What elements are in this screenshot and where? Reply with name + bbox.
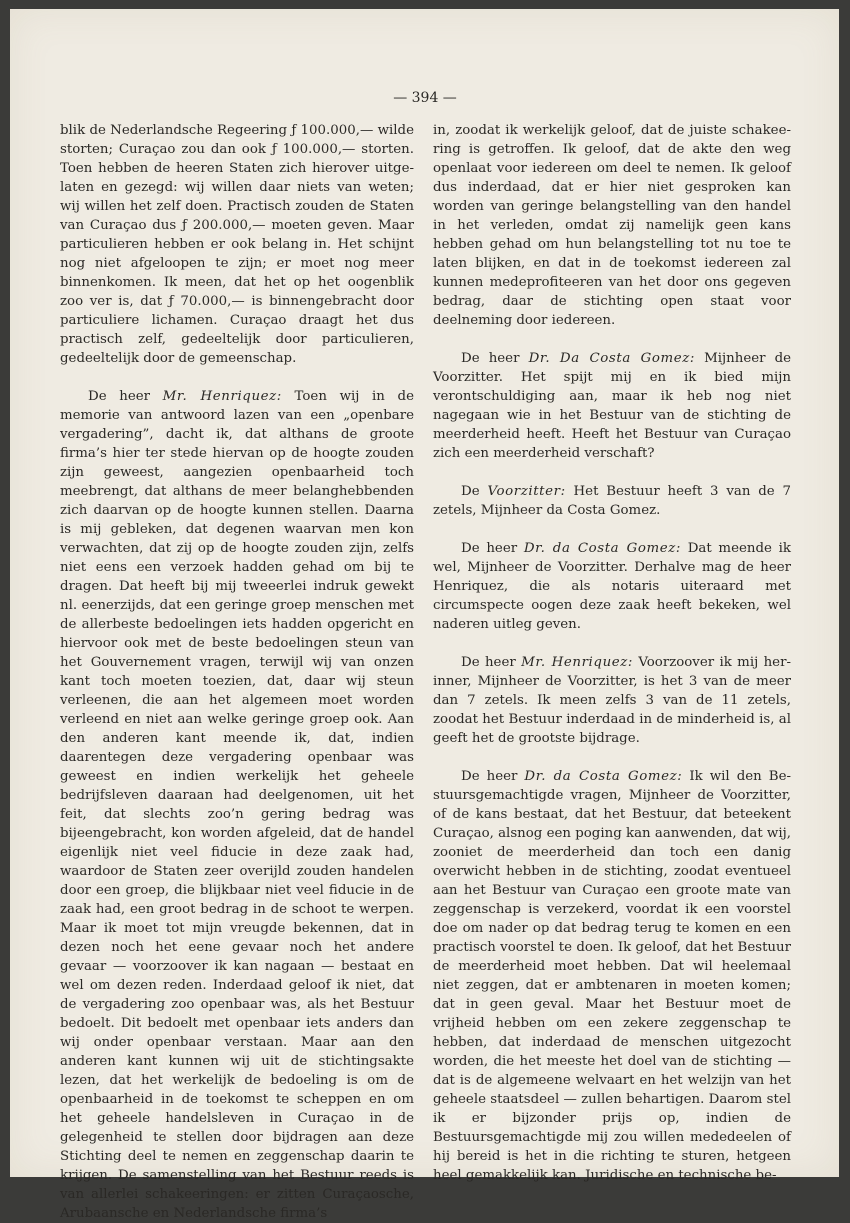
paragraph: blik de Nederlandsche Regeering ƒ 100.000,— wilde storten; Curaçao zou dan ook ƒ 100.000,— storten. Toen hebben de heeren Staten zich hierover uitgelaten en gezegd: wij willen daar niets van weten; wij willen het zelf doen. Practisch zouden de Staten van Curaçao dus ƒ 200.000,— moeten geven. Maar particulieren hebben er ook belang in. Het schijnt nog niet afgeloopen te zijn; er moet nog meer binnenkomen. Ik meen, dat het op het oogenblik zoo ver is, dat ƒ 70.000,— is binnengebracht door particuliere lichamen. Curaçao draagt het dus practisch zelf, gedeeltelijk door particulieren, gedeeltelijk door de gemeenschap.: [60, 123, 414, 366]
paragraph: De heer Mr. Henriquez: Voorzoover ik mij herinner, Mijnheer de Voorzitter, is het 3 van de meer dan 7 zetels. Ik meen zelfs 3 van de 11 zetels, zoodat het Bestuur inderdaad in de minderheid is, al geeft het de grootste bijdrage.: [433, 655, 791, 746]
paragraph: De heer Mr. Henriquez: Toen wij in de memorie van antwoord lazen van een „openbare vergadering”, dacht ik, dat althans de groote firma’s hier ter stede hiervan op de hoogte zouden zijn geweest, aangezien openbaarheid toch meebrengt, dat althans de meer belanghebbenden zich daarvan op de hoogte kunnen stellen. Daarna is mij gebleken, dat degenen waarvan men kon verwachten, dat zij op de hoogte zouden zijn, zelfs niet eens een verzoek hadden gehad om bij te dragen. Dat heeft bij mij tweeerlei indruk gewekt nl. eenerzijds, dat een geringe groep menschen met de allerbeste bedoelingen iets hadden opgericht en hiervoor ook met de beste bedoelingen steun van het Gouvernement vragen, terwijl wij van onzen kant toch moeten toezien, dat, daar wij steun verleenen, die aan het algemeen moet worden verleend en niet aan welke geringe groep ook. Aan den anderen kant meende ik, dat, indien daarentegen deze vergadering openbaar was geweest en indien werkelijk het geheele bedrijfsleven daaraan had deelgenomen, uit het feit, dat slechts zoo’n gering bedrag was bijeengebracht, kon worden afgeleid, dat de handel eigenlijk niet veel fiducie in deze zaak had, waardoor de Staten zeer overijld zouden handelen door een groep, die blijkbaar niet veel fiducie in de zaak had, een groot bedrag in de schoot te werpen. Maar ik moet tot mijn vreugde bekennen, dat in dezen noch het eene gevaar noch het andere gevaar — voorzoover ik kan nagaan — bestaat en wel om dezen reden. Inderdaad geloof ik niet, dat de vergadering zoo openbaar was, als het Bestuur bedoelt. Dit bedoelt met openbaar iets anders dan wij onder openbaar verstaan. Maar aan den anderen kant kunnen wij uit de stichtingsakte lezen, dat het werkelijk de bedoeling is om de openbaarheid in de toekomst te scheppen en om het geheele handelsleven in Curaçao in de gelegenheid te stellen door bijdragen aan deze Stichting deel te nemen en zeggenschap daarin te krijgen. De samenstelling van het Bestuur reeds is van allerlei schakeeringen: er zitten Curaçaosche, Arubaansche en Nederlandsche firma’s: [60, 389, 414, 1221]
speaker-name: Mr. Henriquez:: [162, 389, 282, 404]
speaker-name: Dr. Da Costa Gomez:: [528, 351, 695, 366]
paragraph: De heer Dr. Da Costa Gomez: Mijnheer de Voorzitter. Het spijt mij en ik bied mijn verontschuldiging aan, maar ik heb nog niet nagegaan wie in het Bestuur van de stichting de meerderheid heeft. Heeft het Bestuur van Curaçao zich een meerderheid verschaft?: [433, 351, 792, 461]
paragraph: De Voorzitter: Het Bestuur heeft 3 van de 7 zetels, Mijnheer da Costa Gomez.: [433, 484, 791, 518]
speaker-name: Voorzitter:: [487, 484, 566, 499]
page-number: — 394 —: [393, 90, 457, 106]
paragraph: De heer Dr. da Costa Gomez: Ik wil den Bestuursgemachtigde vragen, Mijnheer de Voorzitter, of de kans bestaat, dat het Bestuur, dat beteekent Curaçao, alsnog een poging kan aanwenden, dat wij, zooniet de meerderheid dan toch een danig overwicht hebben in de stichting, zoodat eventueel aan het Bestuur van Curaçao een groote mate van zeggenschap is verzekerd, voordat ik een voorstel doe om nader op dat bedrag terug te komen en een practisch voorstel te doen. Ik geloof, dat het Bestuur de meerderheid moet hebben. Dat wil heelemaal niet zeggen, dat er ambtenaren in moeten komen; dat in geen geval. Maar het Bestuur moet de vrijheid hebben om een zekere zeggenschap te hebben, dat inderdaad de menschen uitgezocht worden, die het meeste het doel van de stichting — dat is de algemeene welvaart en het welzijn van het geheele staatsdeel — zullen behartigen. Daarom stel ik er bijzonder prijs op, indien de Bestuursgemachtigde mij zou willen mededeelen of hij bereid is het in die richting te sturen, hetgeen heel gemakkelijk kan. Juridische en technische be-: [433, 769, 791, 1183]
right-column: [433, 121, 791, 1185]
paragraph: in, zoodat ik werkelijk geloof, dat de juiste schakeering is getroffen. Ik geloof, dat de akte den weg openlaat voor iedereen om deel te nemen. Ik geloof dus inderdaad, dat er hier niet gesproken kan worden van geringe belangstelling van den handel in het verleden, omdat zij namelijk geen kans hebben gehad om hun belangstelling tot nu toe te laten blijken, en dat in de toekomst iedereen zal kunnen medeprofiteeren van het door ons gegeven bedrag, daar de stichting open staat voor deelneming door iedereen.: [433, 123, 791, 328]
speaker-name: Mr. Henriquez:: [521, 655, 633, 670]
left-column: [60, 121, 414, 1223]
speaker-name: Dr. da Costa Gomez:: [524, 769, 683, 784]
paragraph: De heer Dr. da Costa Gomez: Dat meende ik wel, Mijnheer de Voorzitter. Derhalve mag de heer Henriquez, die als notaris uiteraard met circumspecte oogen deze zaak heeft bekeken, wel naderen uitleg geven.: [433, 541, 791, 632]
speaker-name: Dr. da Costa Gomez:: [523, 541, 681, 556]
